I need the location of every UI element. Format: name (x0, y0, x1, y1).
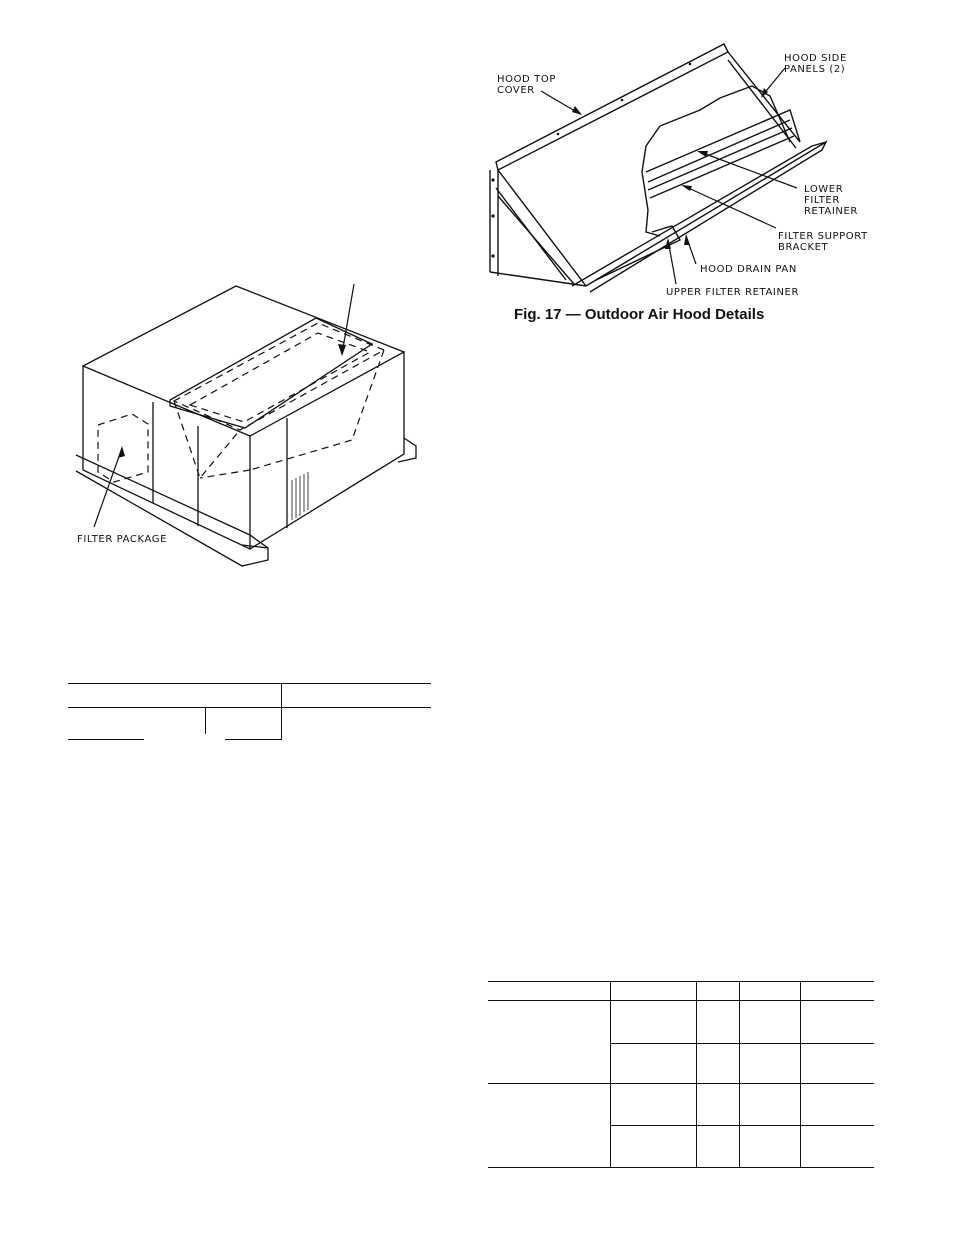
table-divider (696, 981, 697, 1168)
table-rule (488, 1000, 874, 1001)
table-rule (610, 1043, 874, 1044)
table-divider (800, 981, 801, 1168)
hood-side-panels-label: HOOD SIDE PANELS (2) (784, 53, 847, 75)
table-rule (68, 683, 431, 684)
hood-figure (480, 38, 880, 328)
upper-filter-retainer-label: UPPER FILTER RETAINER (666, 287, 800, 298)
table-divider (205, 707, 206, 734)
figure-caption: Fig. 17 — Outdoor Air Hood Details (514, 306, 765, 323)
table-rule (68, 707, 431, 708)
filter-package-label: FILTER PACKAGE (77, 534, 168, 545)
table-rule (488, 981, 874, 982)
unit-drawing (70, 280, 420, 570)
lower-filter-retainer-label: LOWER FILTER RETAINER (804, 184, 858, 217)
table-divider (739, 981, 740, 1168)
table-divider (610, 981, 611, 1168)
table-divider (281, 683, 282, 740)
table-rule (488, 1083, 874, 1084)
hood-top-cover-label: HOOD TOP COVER (497, 74, 556, 96)
filter-support-bracket-label: FILTER SUPPORT BRACKET (778, 231, 868, 253)
table-rule (610, 1125, 874, 1126)
table-rule (488, 1167, 874, 1168)
hood-drain-pan-label: HOOD DRAIN PAN (700, 264, 797, 275)
table-rule (225, 739, 282, 740)
table-rule (68, 739, 144, 740)
unit-figure (70, 280, 420, 570)
